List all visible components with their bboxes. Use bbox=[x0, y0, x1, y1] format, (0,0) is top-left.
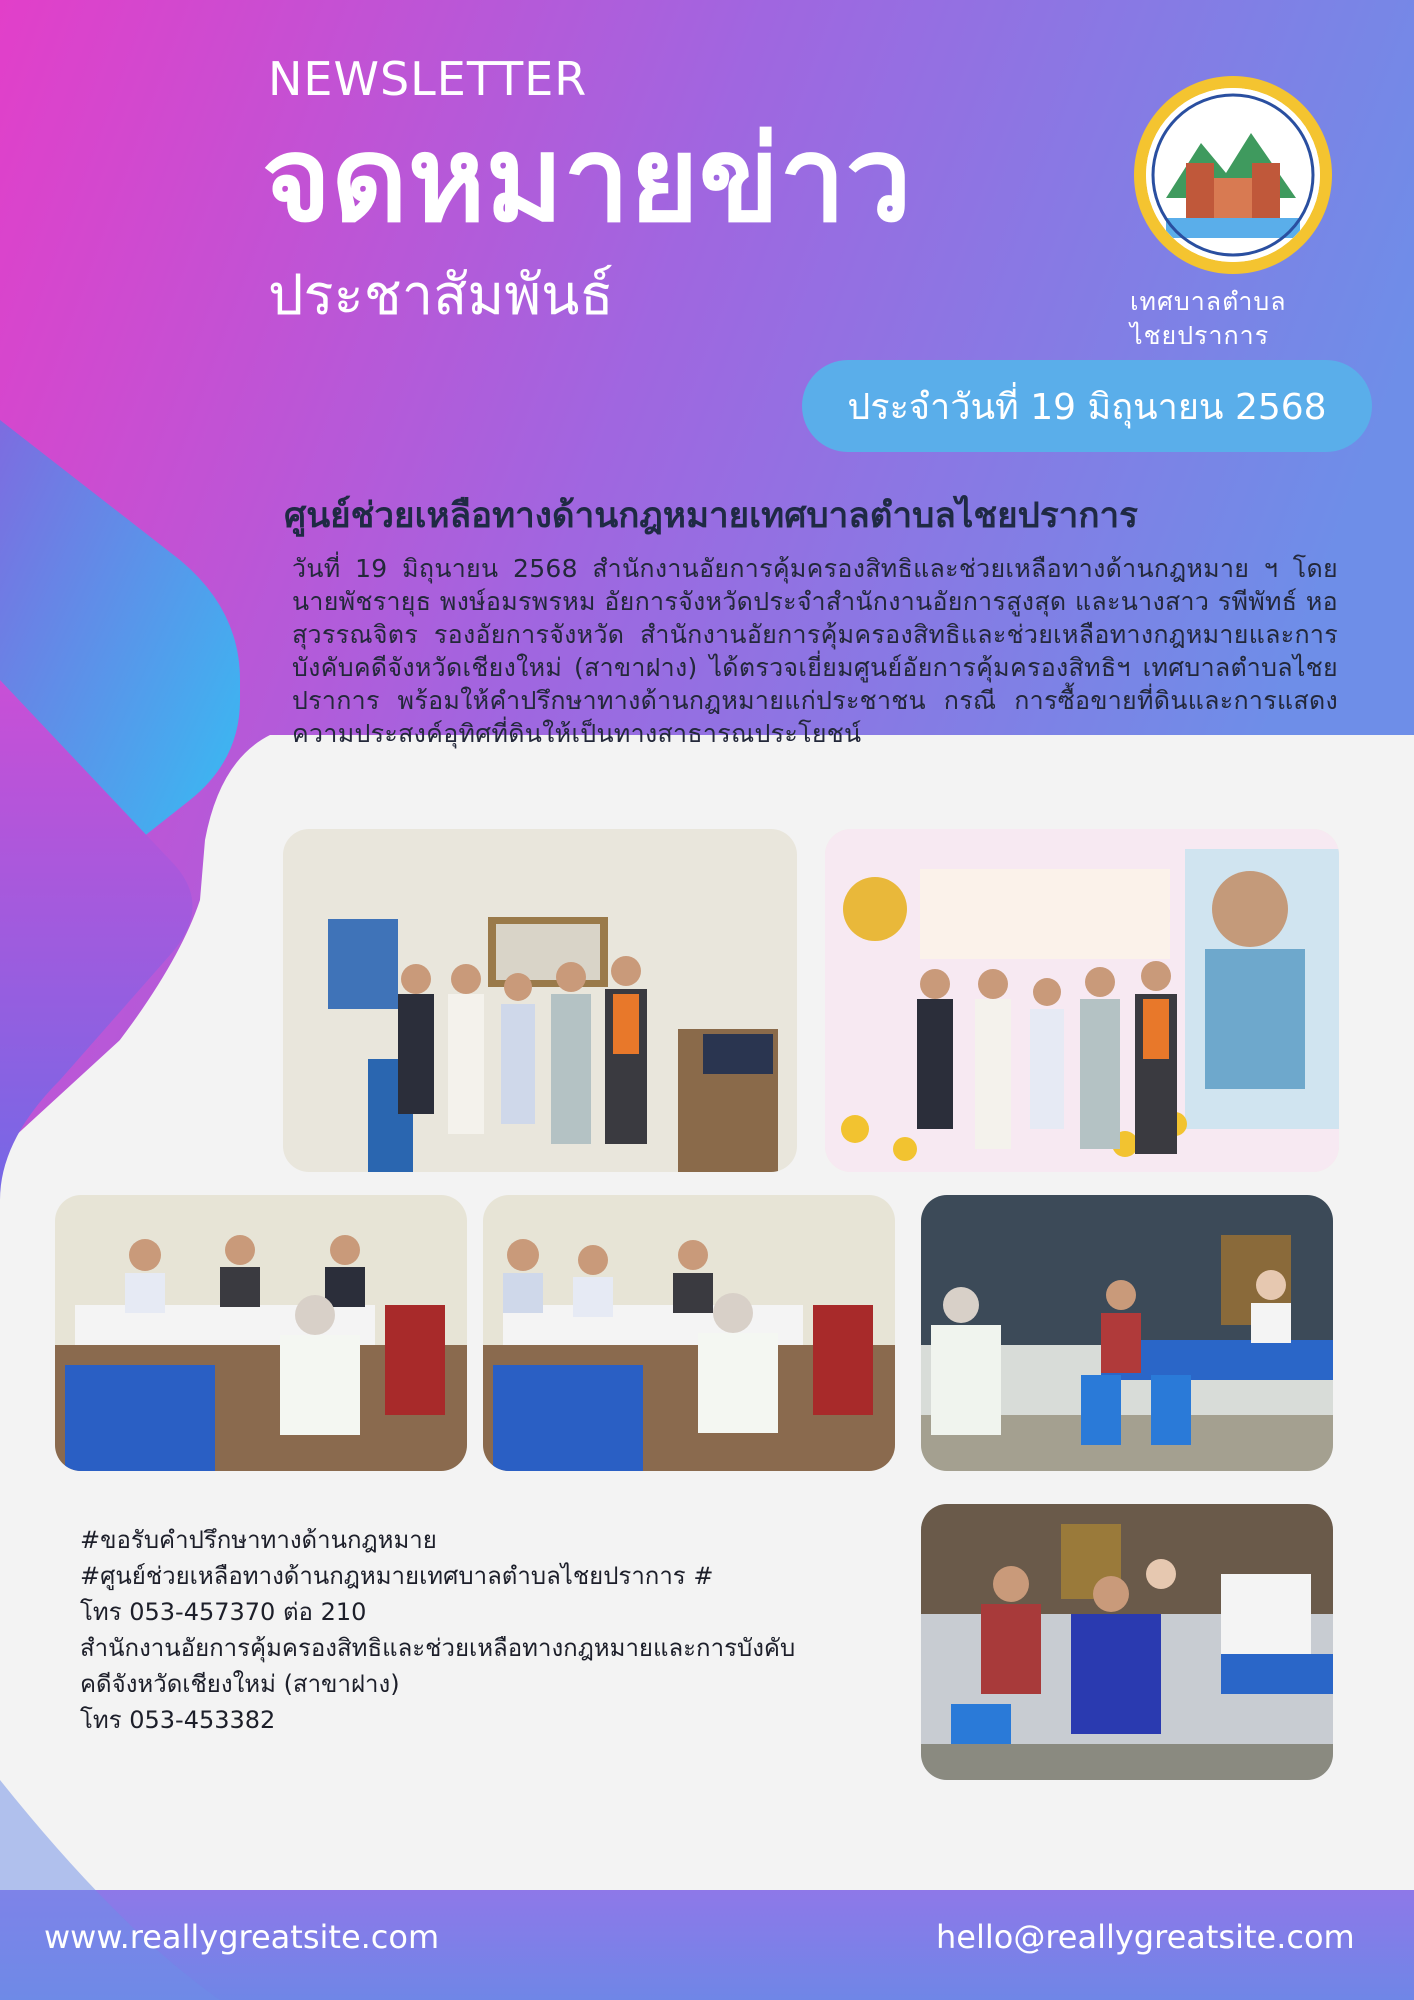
newsletter-label: NEWSLETTER bbox=[268, 52, 588, 106]
contact-phone-2: โทร 053-453382 bbox=[80, 1706, 276, 1734]
footer-website-link[interactable]: www.reallygreatsite.com bbox=[44, 1918, 440, 1956]
contact-hashtag-1: #ขอรับคำปรึกษาทางด้านกฎหมาย bbox=[80, 1526, 437, 1554]
newsletter-subtitle: ประชาสัมพันธ์ bbox=[268, 263, 614, 328]
footer-email-link[interactable]: hello@reallygreatsite.com bbox=[936, 1918, 1355, 1956]
article-headline: ศูนย์ช่วยเหลือทางด้านกฎหมายเทศบาลตำบลไชยปราการ bbox=[284, 496, 1138, 536]
contact-office-line-1: สำนักงานอัยการคุ้มครองสิทธิและช่วยเหลือทางกฎหมายและการบังคับ bbox=[80, 1634, 796, 1662]
municipal-seal-logo bbox=[1134, 76, 1332, 274]
photo-group-mural bbox=[825, 829, 1339, 1172]
photo-consultation-4 bbox=[921, 1504, 1333, 1780]
photo-group-office bbox=[283, 829, 797, 1172]
date-badge: ประจำวันที่ 19 มิถุนายน 2568 bbox=[802, 360, 1372, 452]
photo-consultation-3 bbox=[921, 1195, 1333, 1471]
article-body: วันที่ 19 มิถุนายน 2568 สำนักงานอัยการคุ้มครองสิทธิและช่วยเหลือทางด้านกฎหมาย ฯ โดย นายพัชรายุธ พงษ์อมรพรหม อัยการจังหวัดประจำสำนักงานอัยการสูงสุด และนางสาว รพีพัทธ์ หอสุวรรณจิตร รองอัยการจังหวัด สำนักงานอัยการคุ้มครองสิทธิและช่วยเหลือทางกฎหมายและการบังคับคดีจังหวัดเชียงใหม่ (สาขาฝาง) ได้ตรวจเยี่ยมศูนย์อัยการคุ้มครองสิทธิฯ เทศบาลตำบลไชยปราการ พร้อมให้คำปรึกษาทางด้านกฎหมายแก่ประชาชน กรณี การซื้อขายที่ดินและการแสดงความประสงค์อุทิศที่ดินให้เป็นทางสาธารณประโยชน์ bbox=[292, 554, 1338, 748]
contact-hashtag-2: #ศูนย์ช่วยเหลือทางด้านกฎหมายเทศบาลตำบลไชยปราการ # bbox=[80, 1562, 714, 1590]
contact-office-line-2: คดีจังหวัดเชียงใหม่ (สาขาฝาง) bbox=[80, 1670, 400, 1698]
organization-name: เทศบาลตำบล ไชยปราการ bbox=[1130, 287, 1287, 350]
photo-consultation-2 bbox=[483, 1195, 895, 1471]
seal-emblem-icon bbox=[1146, 88, 1320, 262]
newsletter-title: จดหมายข่าว bbox=[262, 110, 912, 248]
photo-consultation-1 bbox=[55, 1195, 467, 1471]
contact-phone-1: โทร 053-457370 ต่อ 210 bbox=[80, 1598, 367, 1626]
contact-info bbox=[80, 1522, 795, 1738]
